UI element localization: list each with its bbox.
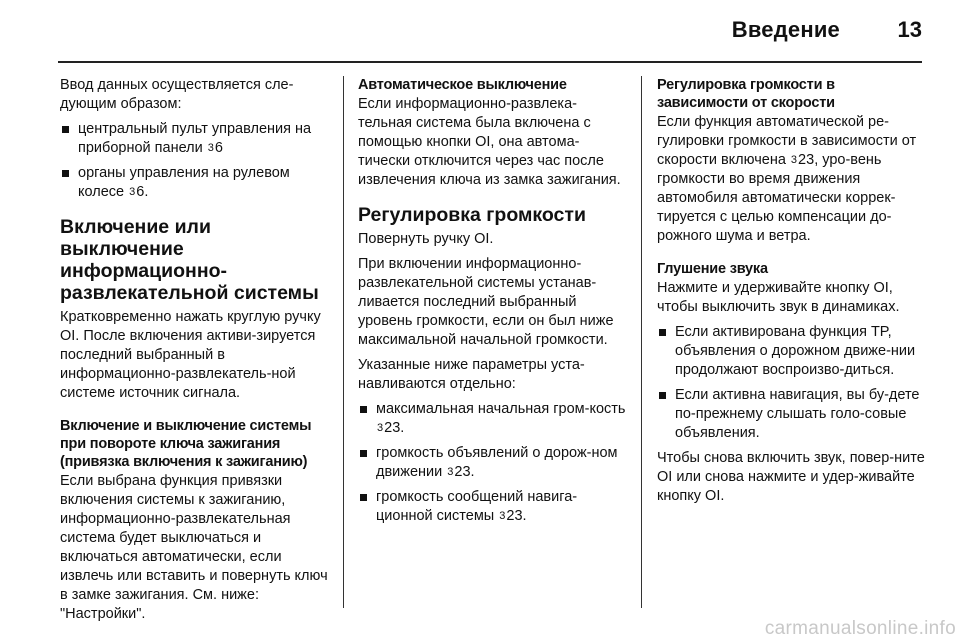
volume-settings-list bbox=[358, 400, 626, 526]
ref-arrow-icon: 3 bbox=[447, 466, 454, 478]
column-2 bbox=[358, 76, 626, 532]
list-item-text: громкость сообщений навига-ционной системы bbox=[376, 489, 578, 524]
paragraph: Чтобы снова включить звук, повер-ните OI или снова нажмите и удер-живайте кнопку OI. bbox=[657, 450, 925, 504]
page-ref[interactable] bbox=[128, 184, 148, 200]
section-heading: Включение или выключение информационно-развлекательной системы bbox=[60, 216, 319, 304]
ref-arrow-icon: 3 bbox=[499, 510, 506, 522]
column-divider-2 bbox=[641, 76, 642, 608]
paragraph: При включении информационно-развлекательной системы устанав-ливается последний выбранный уровень громкости, если он был ниже максимальной начальной громкости. bbox=[358, 256, 614, 348]
list-item bbox=[60, 120, 330, 158]
list-item bbox=[358, 400, 626, 438]
page-ref[interactable] bbox=[376, 420, 404, 436]
watermark: carmanualsonline.info bbox=[764, 618, 956, 639]
ref-arrow-icon: 3 bbox=[207, 142, 214, 154]
header-divider bbox=[58, 61, 922, 63]
subsection-heading: Регулировка громкости в зависимости от скорости bbox=[657, 77, 835, 111]
subsection-heading: Автоматическое выключение bbox=[358, 77, 567, 93]
page-number: 13 bbox=[897, 17, 922, 42]
ref-number: 23 bbox=[798, 152, 815, 168]
ref-number: 23. bbox=[454, 464, 475, 480]
page-ref[interactable] bbox=[446, 464, 474, 480]
list-item-text: максимальная начальная гром-кость bbox=[376, 401, 626, 417]
list-item-text: центральный пульт управления на приборной панели bbox=[78, 121, 312, 156]
subsection-heading: Включение и выключение системы при повороте ключа зажигания (привязка включения к зажиганию) bbox=[60, 418, 312, 470]
page-ref[interactable] bbox=[790, 152, 814, 168]
paragraph-text: Если функция автоматической ре-гулировки громкости в зависимости от скорости включена bbox=[657, 114, 917, 168]
paragraph: Указанные ниже параметры уста-навливаются отдельно: bbox=[358, 357, 585, 392]
paragraph: Повернуть ручку OI. bbox=[358, 231, 494, 247]
paragraph: Если информационно-развлека-тельная система была включена с помощью кнопки OI, она автома-тически отключится через час после извлечения ключа из замка зажигания. bbox=[358, 96, 621, 188]
column-3 bbox=[657, 76, 927, 512]
ref-arrow-icon: 3 bbox=[790, 154, 798, 166]
list-item bbox=[358, 444, 626, 482]
ref-number: 6. bbox=[136, 184, 149, 200]
page-ref[interactable] bbox=[498, 508, 526, 524]
intro-text: Ввод данных осуществляется сле-дующим образом: bbox=[60, 77, 294, 112]
subsection-heading: Глушение звука bbox=[657, 261, 768, 277]
section-heading: Регулировка громкости bbox=[358, 204, 586, 226]
paragraph-text: , уро-вень громкости во время движения автомобиля автоматически коррек-тируется с целью компенсации до-рожного шума и ветра. bbox=[657, 152, 896, 244]
paragraph: Кратковременно нажать круглую ручку OI. После включения активи-зируется последний выбранный в информационно-развлекатель-ной системе источник сигнала. bbox=[60, 309, 321, 401]
column-divider-1 bbox=[343, 76, 344, 608]
page-title: Введение bbox=[731, 17, 840, 42]
list-item-text: громкость объявлений о дорож-ном движении bbox=[376, 445, 618, 480]
mute-notes-list bbox=[657, 323, 927, 443]
column-1 bbox=[60, 76, 330, 630]
page-header bbox=[0, 0, 960, 62]
list-item-text: органы управления на рулевом колесе bbox=[78, 165, 290, 200]
list-item: Если активирована функция TP, объявления о дорожном движе-нии продолжают воспроизво-диться. bbox=[657, 323, 927, 380]
paragraph bbox=[657, 113, 927, 246]
paragraph: Нажмите и удерживайте кнопку OI, чтобы выключить звук в динамиках. bbox=[657, 280, 900, 315]
paragraph: Если выбрана функция привязки включения системы к зажиганию, информационно-развлекательная система будет выключаться и включаться автоматически, если извлечь или вставить и повернуть ключ в замке зажигания. См. ниже: "Настройки". bbox=[60, 473, 328, 622]
ref-arrow-icon: 3 bbox=[377, 422, 384, 434]
list-item bbox=[60, 164, 330, 202]
list-item bbox=[358, 488, 626, 526]
page-ref[interactable] bbox=[207, 140, 223, 156]
list-item: Если активна навигация, вы бу-дете по-прежнему слышать голо-совые объявления. bbox=[657, 386, 927, 443]
control-list bbox=[60, 120, 330, 202]
ref-number: 23. bbox=[384, 420, 405, 436]
ref-number: 23. bbox=[506, 508, 527, 524]
ref-number: 6 bbox=[214, 140, 223, 156]
ref-arrow-icon: 3 bbox=[129, 186, 136, 198]
